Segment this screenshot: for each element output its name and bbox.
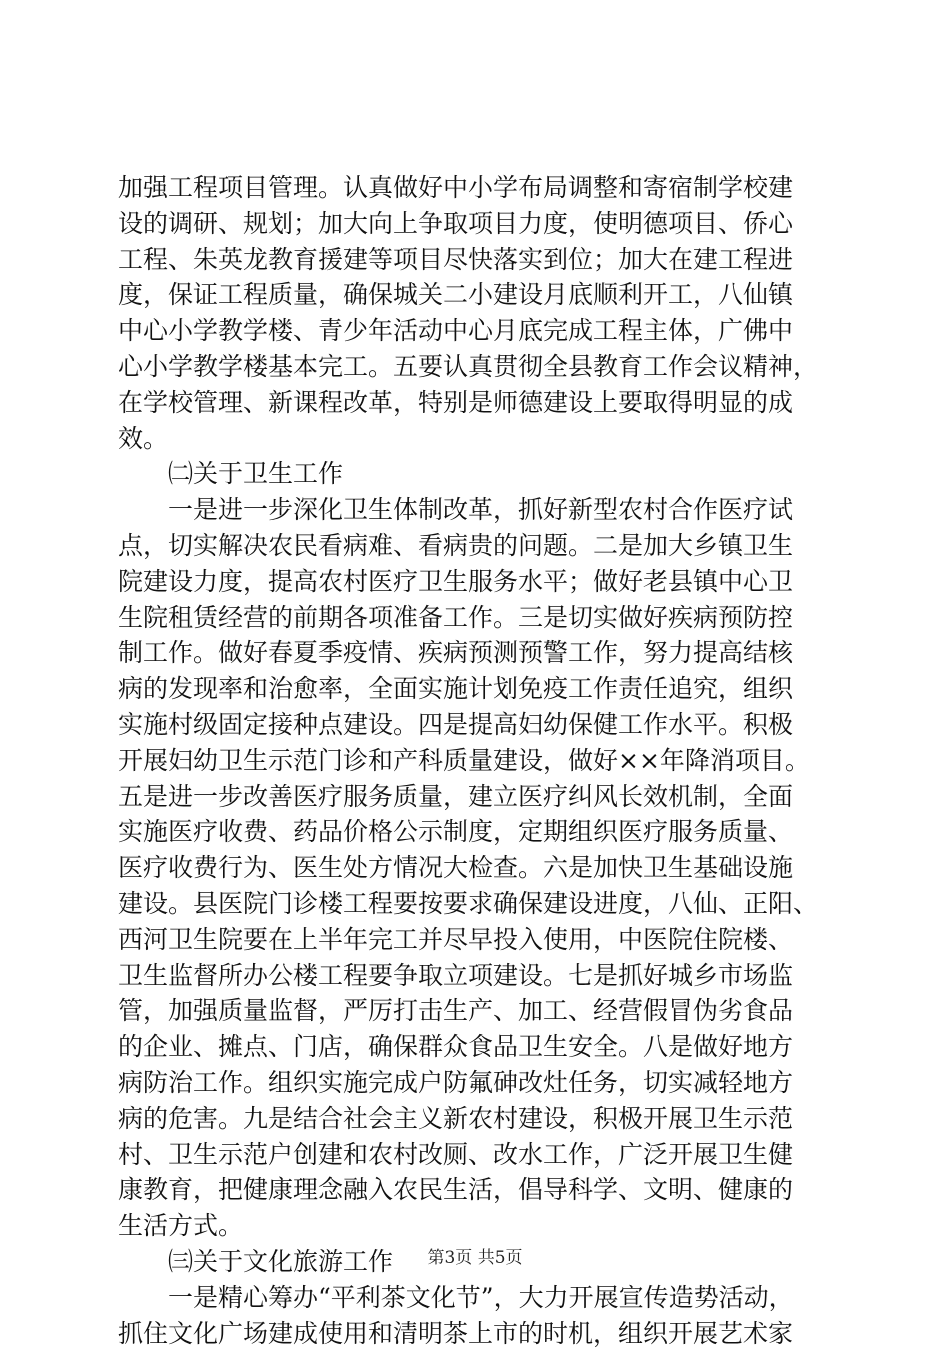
text-line: 中心小学教学楼、青少年活动中心月底完成工程主体，广佛中: [118, 313, 838, 349]
text-line: 生活方式。: [118, 1208, 838, 1244]
text-line: 抓住文化广场建成使用和清明茶上市的时机，组织开展艺术家: [118, 1316, 838, 1351]
text-line: 制工作。做好春夏季疫情、疾病预测预警工作，努力提高结核: [118, 635, 838, 671]
text-line: 开展妇幼卫生示范门诊和产科质量建设，做好××年降消项目。: [118, 743, 838, 779]
text-line: 建设。县医院门诊楼工程要按要求确保建设进度，八仙、正阳、: [118, 886, 838, 922]
text-line: 病的危害。九是结合社会主义新农村建设，积极开展卫生示范: [118, 1101, 838, 1137]
text-line: 设的调研、规划；加大向上争取项目力度，使明德项目、侨心: [118, 206, 838, 242]
text-line: 一是精心筹办“平利茶文化节”，大力开展宣传造势活动，: [118, 1280, 838, 1316]
text-line: 病防治工作。组织实施完成户防氟砷改灶任务，切实减轻地方: [118, 1065, 838, 1101]
text-line: 康教育，把健康理念融入农民生活，倡导科学、文明、健康的: [118, 1172, 838, 1208]
text-line: 实施医疗收费、药品价格公示制度，定期组织医疗服务质量、: [118, 814, 838, 850]
page-footer: 第3页 共5页: [0, 1246, 950, 1270]
text-line: 生院租赁经营的前期各项准备工作。三是切实做好疾病预防控: [118, 600, 838, 636]
text-line: 五是进一步改善医疗服务质量，建立医疗纠风长效机制，全面: [118, 779, 838, 815]
text-line: 院建设力度，提高农村医疗卫生服务水平；做好老县镇中心卫: [118, 564, 838, 600]
text-line: 实施村级固定接种点建设。四是提高妇幼保健工作水平。积极: [118, 707, 838, 743]
text-line: 村、卫生示范户创建和农村改厕、改水工作，广泛开展卫生健: [118, 1137, 838, 1173]
text-line: 一是进一步深化卫生体制改革，抓好新型农村合作医疗试: [118, 492, 838, 528]
text-line: 管，加强质量监督，严厉打击生产、加工、经营假冒伪劣食品: [118, 993, 838, 1029]
text-line: 工程、朱英龙教育援建等项目尽快落实到位；加大在建工程进: [118, 242, 838, 278]
text-line: 卫生监督所办公楼工程要争取立项建设。七是抓好城乡市场监: [118, 958, 838, 994]
text-line: 病的发现率和治愈率，全面实施计划免疫工作责任追究，组织: [118, 671, 838, 707]
document-body: [118, 170, 838, 1351]
text-line: ㈢关于文化旅游工作: [118, 1244, 838, 1280]
text-line: 心小学教学楼基本完工。五要认真贯彻全县教育工作会议精神，: [118, 349, 838, 385]
text-line: 加强工程项目管理。认真做好中小学布局调整和寄宿制学校建: [118, 170, 838, 206]
text-line: 的企业、摊点、门店，确保群众食品卫生安全。八是做好地方: [118, 1029, 838, 1065]
text-line: 在学校管理、新课程改革，特别是师德建设上要取得明显的成: [118, 385, 838, 421]
text-line: 效。: [118, 421, 838, 457]
text-line: 西河卫生院要在上半年完工并尽早投入使用，中医院住院楼、: [118, 922, 838, 958]
text-line: ㈡关于卫生工作: [118, 456, 838, 492]
text-line: 医疗收费行为、医生处方情况大检查。六是加快卫生基础设施: [118, 850, 838, 886]
text-line: 度，保证工程质量，确保城关二小建设月底顺利开工，八仙镇: [118, 277, 838, 313]
text-line: 点，切实解决农民看病难、看病贵的问题。二是加大乡镇卫生: [118, 528, 838, 564]
